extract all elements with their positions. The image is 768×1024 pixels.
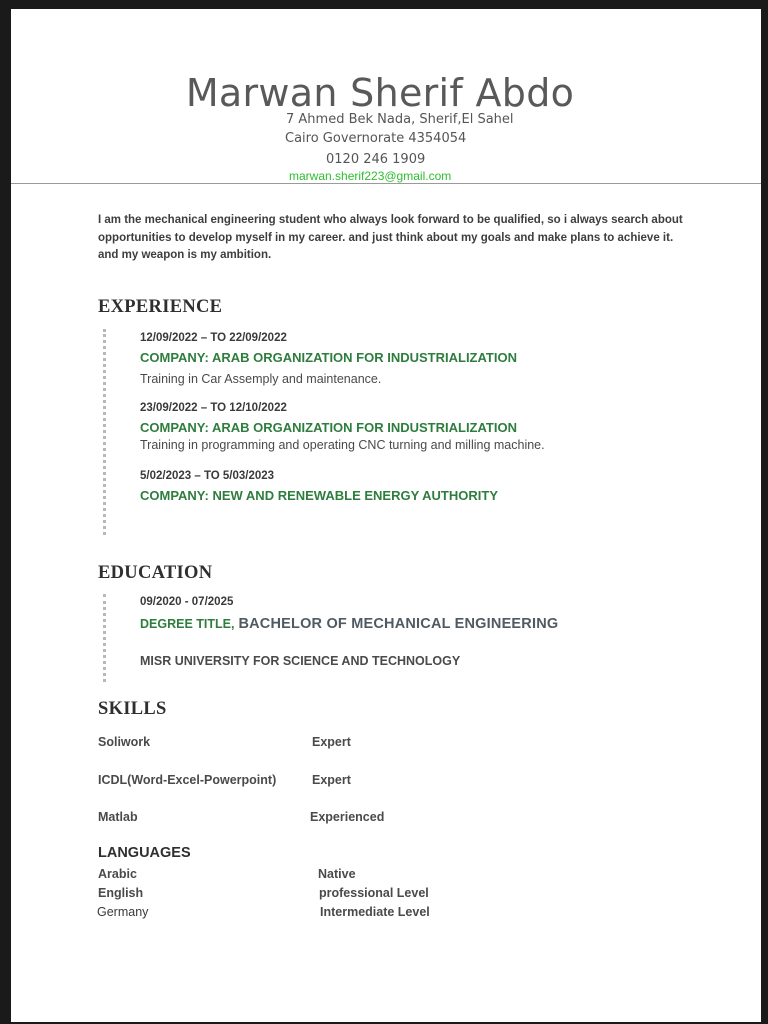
experience-company: COMPANY: ARAB ORGANIZATION FOR INDUSTRIALIZATION — [140, 350, 517, 365]
degree-value: BACHELOR OF MECHANICAL ENGINEERING — [238, 616, 559, 632]
language-name: Arabic — [98, 867, 137, 881]
language-level: Native — [318, 867, 356, 881]
skill-level: Experienced — [310, 810, 385, 824]
degree-line — [140, 615, 558, 633]
header-divider — [11, 183, 761, 184]
experience-date: 12/09/2022 – TO 22/09/2022 — [140, 332, 287, 344]
experience-company: COMPANY: NEW AND RENEWABLE ENERGY AUTHORITY — [140, 488, 498, 503]
resume-name: Marwan Sherif Abdo — [185, 71, 575, 115]
address-line-2: Cairo Governorate 4354054 — [285, 131, 467, 146]
skill-name: Matlab — [98, 810, 138, 824]
language-level: Intermediate Level — [320, 905, 430, 919]
skill-name: ICDL(Word-Excel-Powerpoint) — [98, 773, 277, 787]
language-level: professional Level — [319, 886, 429, 900]
university-name: MISR UNIVERSITY FOR SCIENCE AND TECHNOLOGY — [140, 654, 461, 668]
languages-heading: LANGUAGES — [98, 845, 191, 861]
degree-label: DEGREE TITLE, — [140, 617, 235, 631]
skill-level: Expert — [312, 773, 351, 787]
address-line-1: 7 Ahmed Bek Nada, Sherif,El Sahel — [286, 112, 514, 127]
experience-date: 5/02/2023 – TO 5/03/2023 — [140, 470, 275, 482]
experience-timeline-line — [103, 329, 106, 535]
phone-number: 0120 246 1909 — [326, 152, 426, 167]
experience-company: COMPANY: ARAB ORGANIZATION FOR INDUSTRIALIZATION — [140, 420, 517, 435]
education-date: 09/2020 - 07/2025 — [140, 596, 234, 608]
experience-description: Training in programming and operating CNC turning and milling machine. — [140, 438, 545, 452]
summary-paragraph: I am the mechanical engineering student who always look forward to be qualified, so i always search about opportunities to develop myself in my career. and just think about my goals and make plans to achieve it. and my weapon is my ambition. — [98, 214, 683, 261]
language-name: Germany — [97, 905, 149, 919]
skill-name: Soliwork — [98, 735, 151, 749]
education-heading: EDUCATION — [98, 563, 213, 583]
skill-level: Expert — [312, 735, 351, 749]
education-timeline-line — [103, 594, 106, 682]
experience-date: 23/09/2022 – TO 12/10/2022 — [140, 402, 287, 414]
email-link[interactable]: marwan.sherif223@gmail.com — [289, 169, 452, 183]
skills-heading: SKILLS — [98, 699, 167, 719]
experience-description: Training in Car Assemply and maintenance. — [140, 372, 382, 386]
experience-heading: EXPERIENCE — [98, 297, 223, 317]
language-name: English — [98, 886, 144, 900]
resume-page — [11, 9, 761, 1022]
